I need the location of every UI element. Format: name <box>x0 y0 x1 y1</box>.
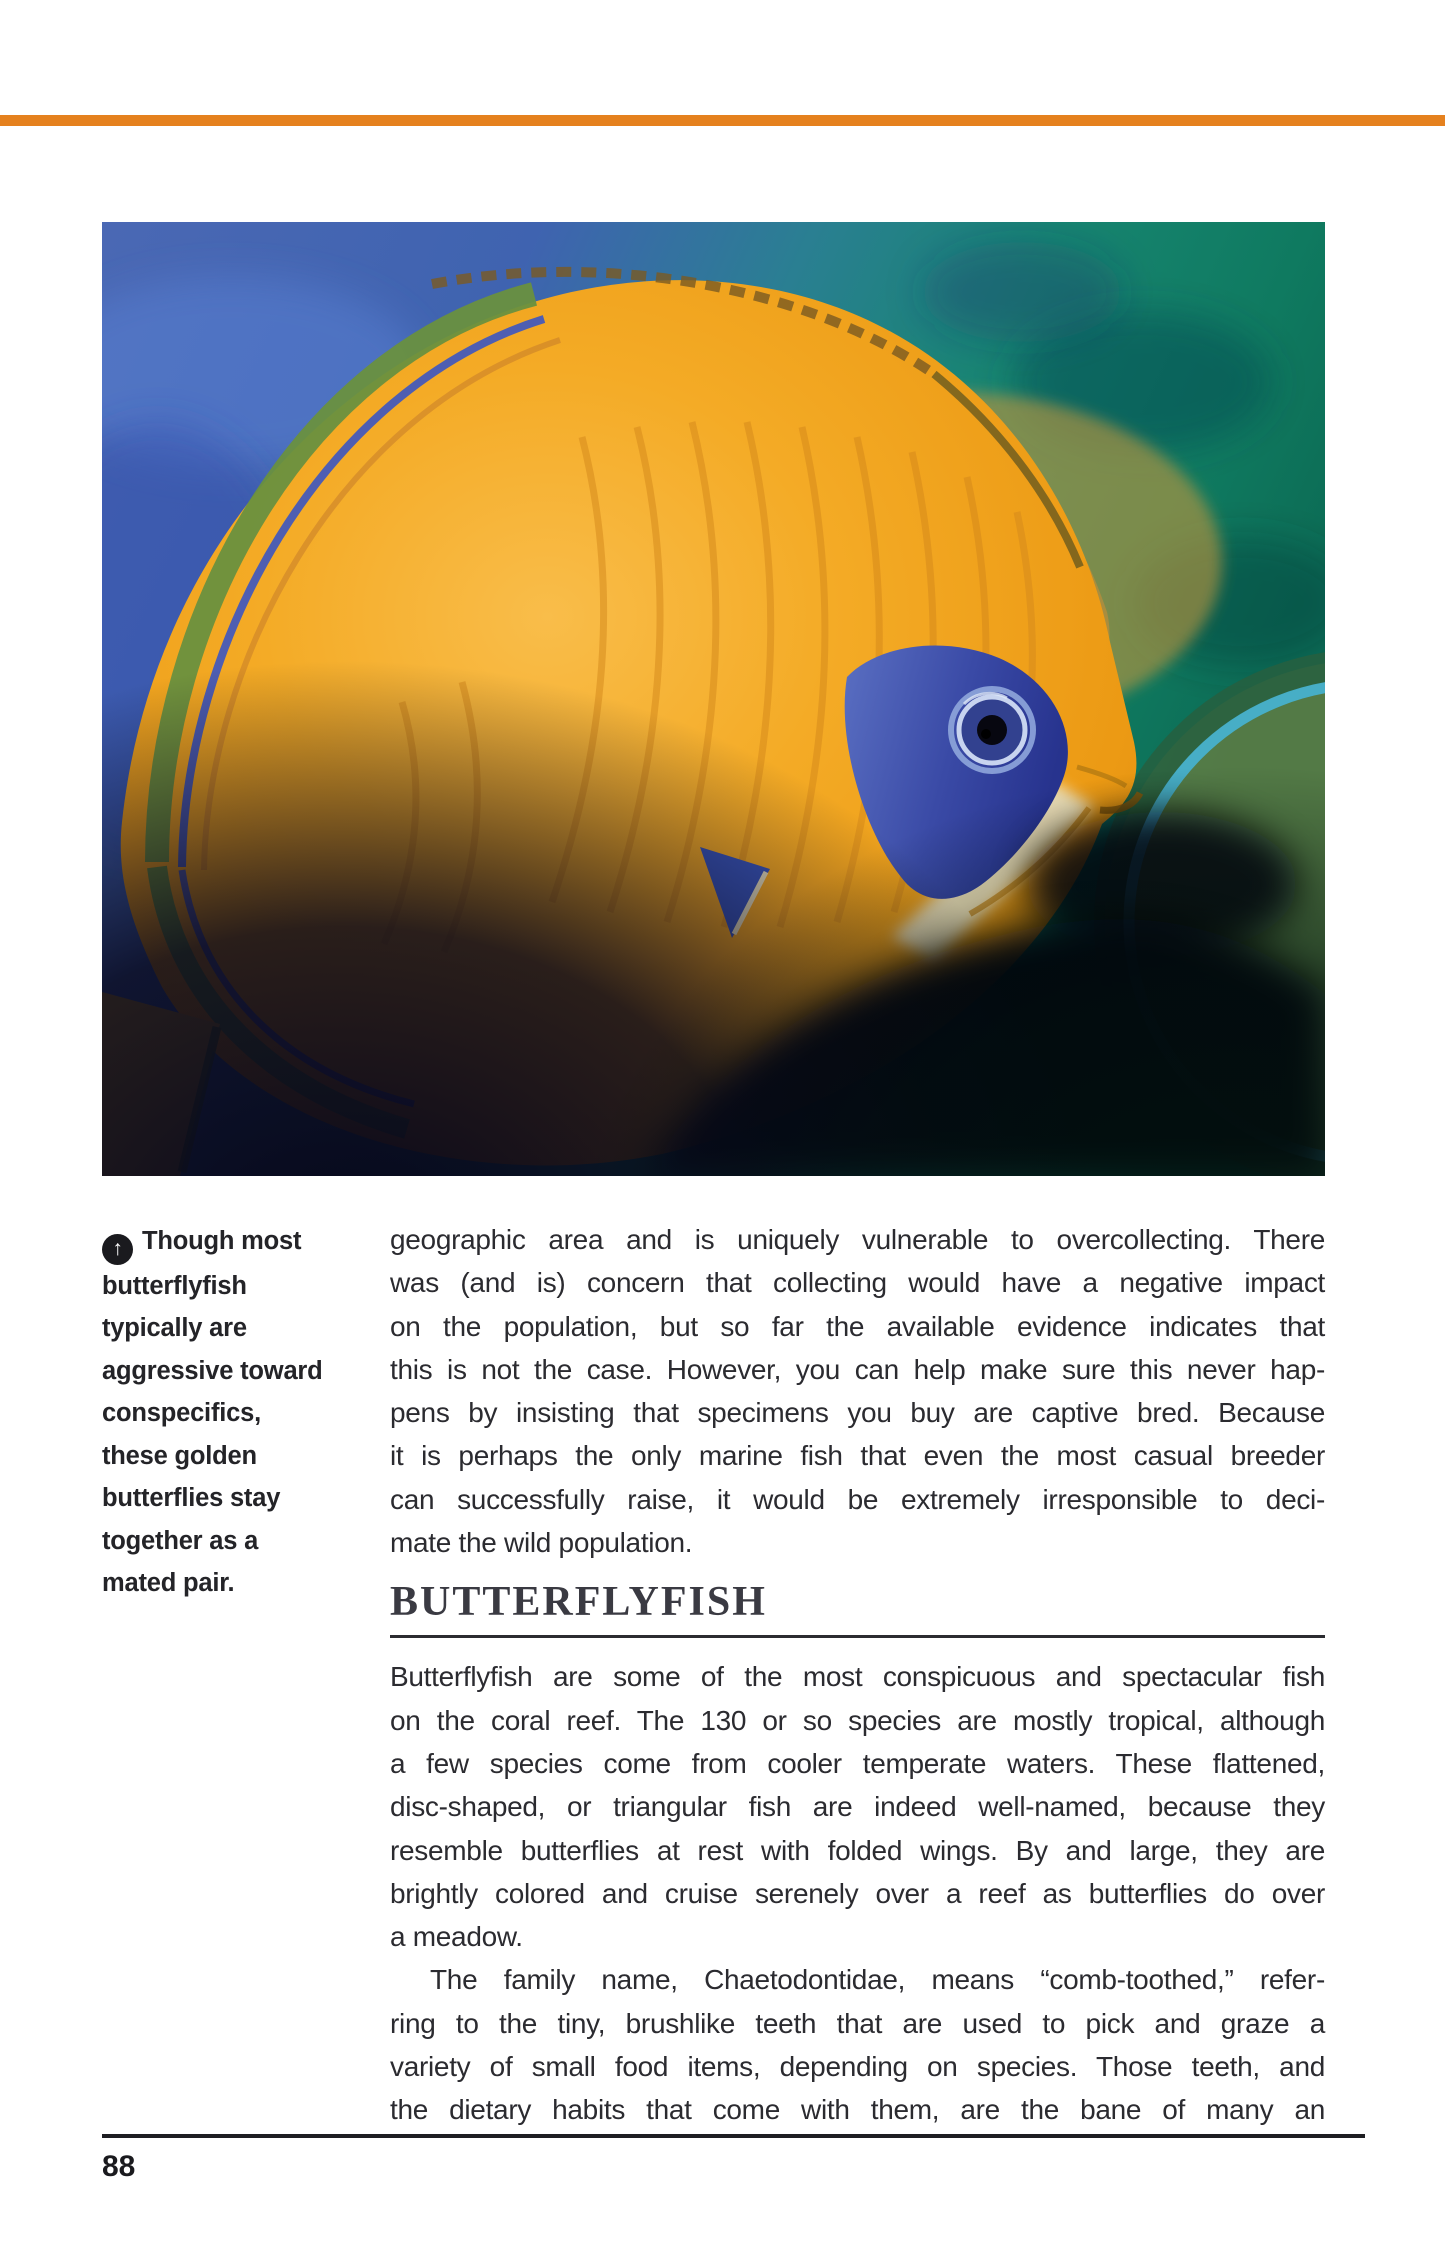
caption-text: Though most <box>142 1227 302 1255</box>
caption-lines <box>102 1265 354 1605</box>
text-line: conspecifics, <box>102 1399 261 1428</box>
section-paragraph-1 <box>390 1655 1325 1958</box>
text-line: it is perhaps the only marine fish that even the most casual breeder <box>390 1440 1325 1472</box>
text-line: together as a <box>102 1526 259 1555</box>
up-arrow-circle-icon: ↑ <box>102 1234 133 1265</box>
text-line: ring to the tiny, brushlike teeth that are used to pick and graze a <box>390 2007 1325 2039</box>
caption-first-line <box>102 1220 354 1265</box>
text-line: butterflies stay <box>102 1484 281 1513</box>
text-line: a meadow. <box>390 1921 523 1953</box>
fish-photo-illustration <box>102 222 1325 1176</box>
text-line: brightly colored and cruise serenely over a reef as butterflies do over <box>390 1877 1325 1909</box>
text-line: butterflyfish <box>102 1271 247 1300</box>
text-line: geographic area and is uniquely vulnerable to overcollecting. There <box>390 1224 1325 1255</box>
text-line: can successfully raise, it would be extremely irresponsible to deci- <box>390 1483 1325 1515</box>
text-line: mate the wild population. <box>390 1527 693 1559</box>
text-line: a few species come from cooler temperate waters. These flattened, <box>390 1747 1325 1779</box>
text-line: was (and is) concern that collecting would have a negative impact <box>390 1267 1325 1299</box>
text-line: disc-shaped, or triangular fish are indeed well-named, because they <box>390 1791 1325 1823</box>
section-heading: BUTTERFLYFISH <box>390 1579 767 1626</box>
butterflyfish-photo <box>102 222 1325 1176</box>
text-line: resemble butterflies at rest with folded wings. By and large, they are <box>390 1834 1325 1866</box>
text-line: mated pair. <box>102 1569 235 1598</box>
top-accent-rule <box>0 115 1445 126</box>
text-line: aggressive toward <box>102 1356 323 1385</box>
text-line: typically are <box>102 1314 247 1343</box>
heading-rule <box>390 1635 1325 1638</box>
text-line: Butterflyfish are some of the most conspicuous and spectacular fish <box>390 1661 1325 1693</box>
intro-paragraph <box>390 1218 1325 1564</box>
text-line: variety of small food items, depending on species. Those teeth, and <box>390 2051 1325 2083</box>
body-column <box>390 1218 1325 2132</box>
text-line: these golden <box>102 1441 257 1470</box>
footer-rule <box>102 2134 1365 2138</box>
text-line: on the population, but so far the available evidence indicates that <box>390 1310 1325 1342</box>
text-line: this is not the case. However, you can help make sure this never hap- <box>390 1353 1325 1385</box>
text-line: on the coral reef. The 130 or so species are mostly tropical, although <box>390 1704 1325 1736</box>
section-paragraph-2 <box>390 1958 1325 2131</box>
text-line: pens by insisting that specimens you buy are captive bred. Because <box>390 1397 1325 1429</box>
text-line: The family name, Chaetodontidae, means “comb-toothed,” refer- <box>430 1964 1325 1996</box>
page-number: 88 <box>102 2150 136 2183</box>
text-line: the dietary habits that come with them, are the bane of many an <box>390 2094 1325 2126</box>
photo-caption <box>102 1220 354 1605</box>
